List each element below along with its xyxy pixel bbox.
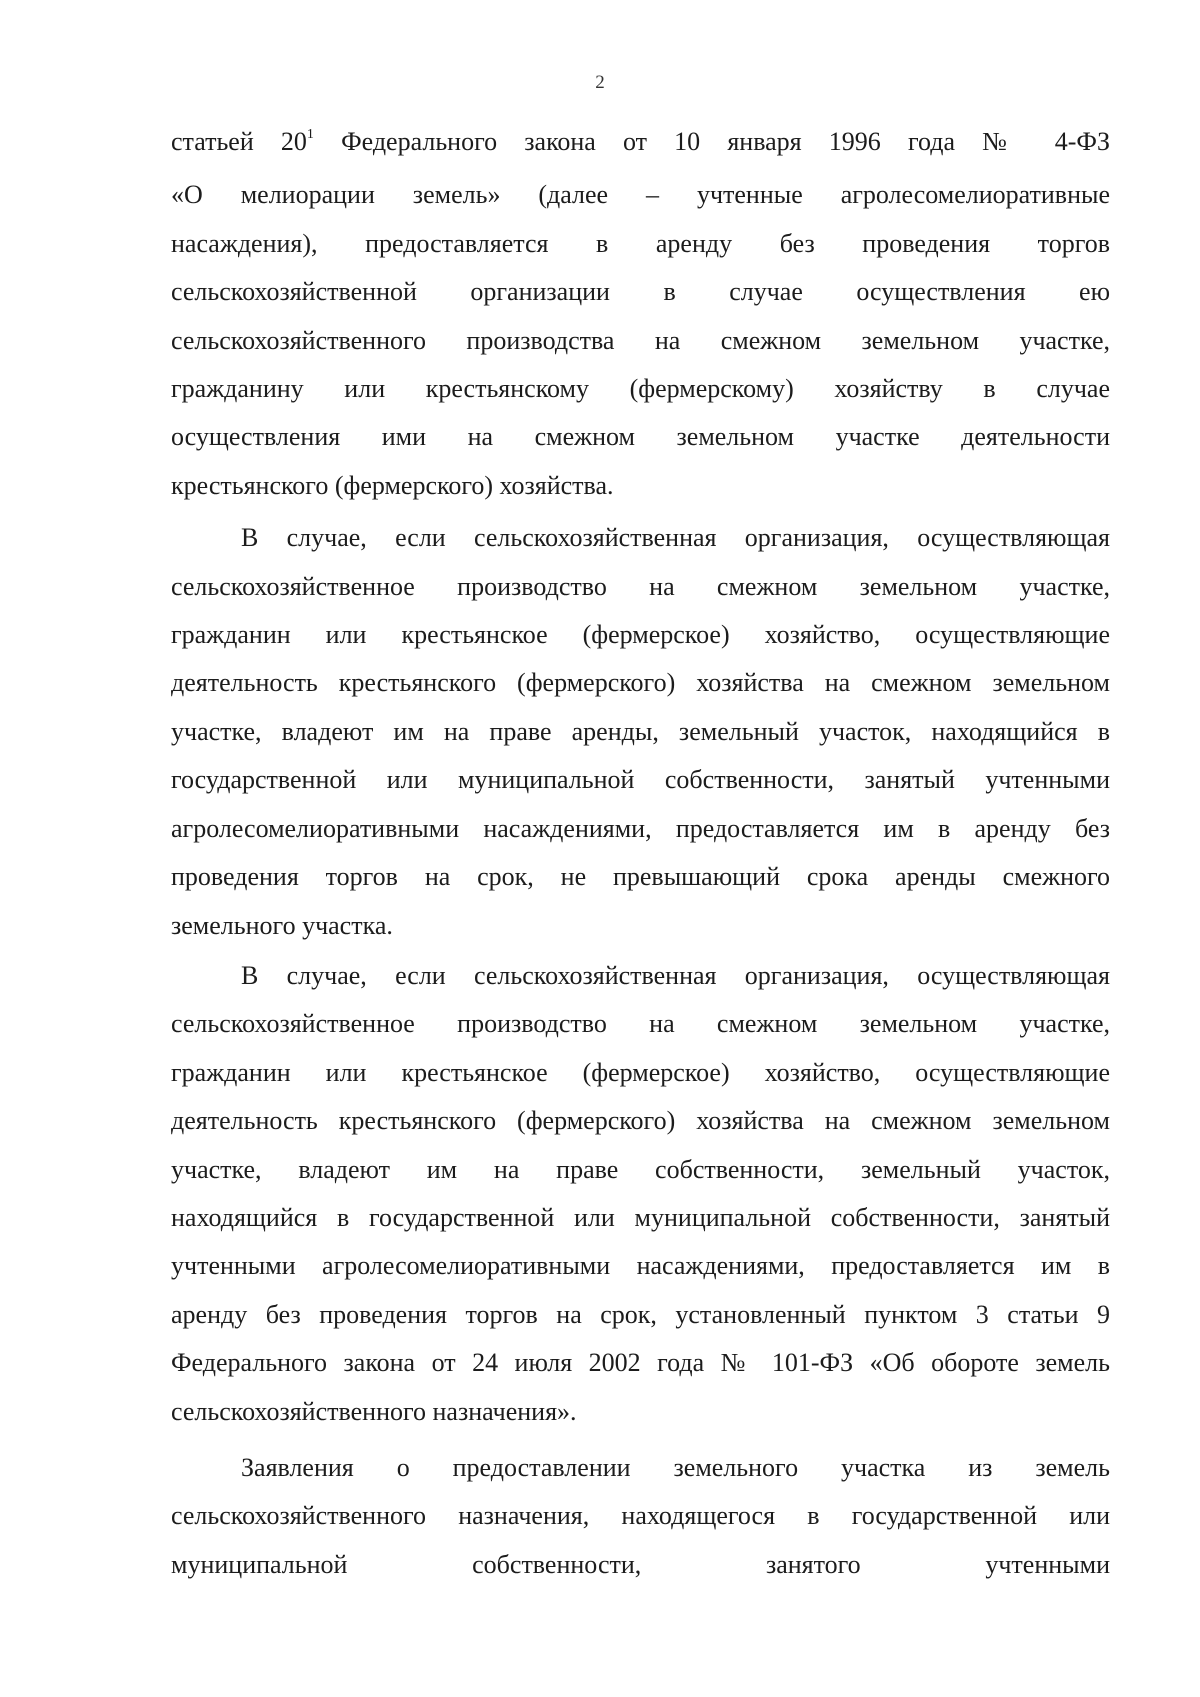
- text-line: [171, 1194, 1110, 1242]
- text-segment: сельскохозяйственного производства на смежном земельном участке,: [171, 325, 1110, 355]
- text-segment: гражданину или крестьянскому (фермерскому) хозяйству в случае: [171, 374, 1110, 404]
- text-line: [171, 462, 1110, 510]
- text-segment: деятельность крестьянского (фермерского) хозяйства на смежном земельном: [171, 668, 1110, 698]
- paragraph: [171, 118, 1110, 510]
- text-line: [171, 1000, 1110, 1048]
- text-line: [171, 365, 1110, 413]
- text-line: [171, 1146, 1110, 1194]
- text-segment: «О мелиорации земель» (далее – учтенные агролесомелиоративные: [171, 180, 1110, 210]
- superscript: 1: [306, 127, 314, 142]
- text-line: [171, 268, 1110, 316]
- text-line: [171, 1291, 1110, 1339]
- text-segment: гражданин или крестьянское (фермерское) хозяйство, осуществляющие: [171, 1057, 1110, 1087]
- text-segment: государственной или муниципальной собственности, занятый учтенными: [171, 765, 1110, 795]
- text-segment: Федерального закона от 24 июля 2002 года № 101-ФЗ «Об обороте земель: [171, 1348, 1110, 1378]
- text-segment: статьей 20: [171, 127, 307, 156]
- text-segment: проведения торгов на срок, не превышающий срока аренды смежного: [171, 862, 1110, 892]
- text-line: [171, 514, 1110, 562]
- text-line: [171, 1339, 1110, 1387]
- text-segment: сельскохозяйственной организации в случае осуществления ею: [171, 277, 1110, 307]
- text-segment: В случае, если сельскохозяйственная организация, осуществляющая: [241, 523, 1110, 553]
- text-line: [171, 853, 1110, 901]
- text-line: [171, 317, 1110, 365]
- text-line: [171, 1242, 1110, 1290]
- text-segment: муниципальной собственности, занятого учтенными: [171, 1549, 1110, 1579]
- text-segment: сельскохозяйственное производство на смежном земельном участке,: [171, 1009, 1110, 1039]
- text-segment: крестьянского (фермерского) хозяйства.: [171, 470, 614, 500]
- text-segment: В случае, если сельскохозяйственная организация, осуществляющая: [241, 960, 1110, 990]
- text-line: [171, 902, 1110, 950]
- text-line: [171, 171, 1110, 219]
- text-segment: Заявления о предоставлении земельного участка из земель: [241, 1452, 1110, 1482]
- text-segment: Федерального закона от 10 января 1996 года № 4-ФЗ: [313, 127, 1110, 156]
- text-segment: участке, владеют им на праве аренды, земельный участок, находящийся в: [171, 716, 1110, 746]
- text-segment: земельного участка.: [171, 910, 393, 940]
- text-segment: учтенными агролесомелиоративными насаждениями, предоставляется им в: [171, 1251, 1110, 1281]
- document-body: [171, 118, 1110, 1589]
- paragraph: [171, 514, 1110, 950]
- text-line: [171, 413, 1110, 461]
- text-line: [171, 708, 1110, 756]
- text-line: [171, 118, 1110, 171]
- text-segment: участке, владеют им на праве собственности, земельный участок,: [171, 1154, 1110, 1184]
- text-segment: сельскохозяйственного назначения».: [171, 1396, 577, 1426]
- text-line: [171, 220, 1110, 268]
- text-line: [171, 1097, 1110, 1145]
- text-segment: агролесомелиоративными насаждениями, предоставляется им в аренду без: [171, 813, 1110, 843]
- text-line: [171, 952, 1110, 1000]
- page-number: 2: [595, 72, 605, 93]
- text-line: [171, 1049, 1110, 1097]
- text-line: [171, 1541, 1110, 1589]
- text-line: [171, 659, 1110, 707]
- text-segment: насаждения), предоставляется в аренду без проведения торгов: [171, 228, 1110, 258]
- text-segment: аренду без проведения торгов на срок, установленный пунктом 3 статьи 9: [171, 1299, 1110, 1329]
- text-segment: находящийся в государственной или муниципальной собственности, занятый: [171, 1202, 1110, 1232]
- text-segment: сельскохозяйственного назначения, находящегося в государственной или: [171, 1501, 1110, 1531]
- text-line: [171, 1388, 1110, 1436]
- text-segment: сельскохозяйственное производство на смежном земельном участке,: [171, 571, 1110, 601]
- text-line: [171, 563, 1110, 611]
- paragraph: [171, 952, 1110, 1436]
- text-line: [171, 756, 1110, 804]
- text-segment: осуществления ими на смежном земельном участке деятельности: [171, 422, 1110, 452]
- text-segment: деятельность крестьянского (фермерского) хозяйства на смежном земельном: [171, 1106, 1110, 1136]
- paragraph: [171, 1444, 1110, 1589]
- text-line: [171, 611, 1110, 659]
- text-line: [171, 1444, 1110, 1492]
- text-segment: гражданин или крестьянское (фермерское) хозяйство, осуществляющие: [171, 620, 1110, 650]
- text-line: [171, 1492, 1110, 1540]
- text-line: [171, 805, 1110, 853]
